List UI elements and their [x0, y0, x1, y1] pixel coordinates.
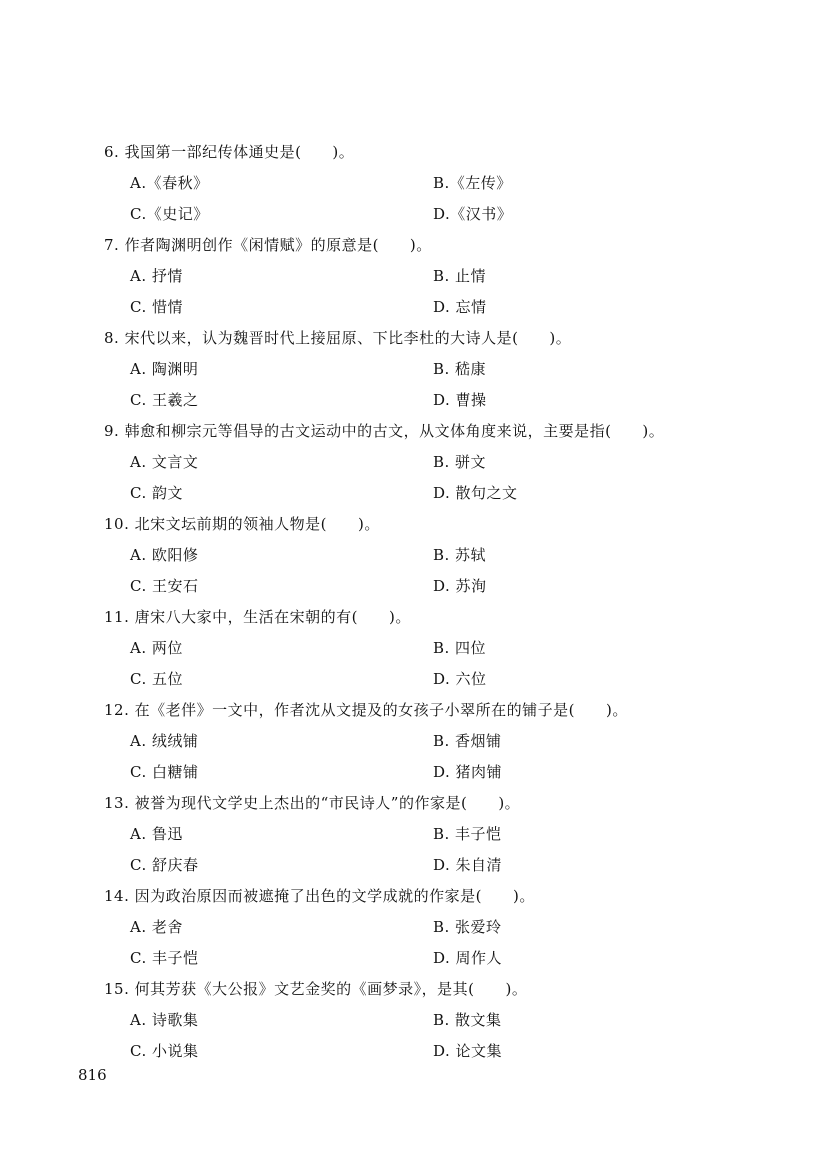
option-12-c: C. 白糖铺	[130, 763, 199, 781]
option-8-b: B. 嵇康	[433, 360, 487, 378]
question-15: 15. 何其芳获《大公报》文艺金奖的《画梦录》，是其( )。	[104, 980, 528, 998]
option-12-d: D. 猪肉铺	[433, 763, 503, 781]
option-7-a: A. 抒情	[130, 267, 183, 285]
option-8-c: C. 王羲之	[130, 391, 199, 409]
option-12-b: B. 香烟铺	[433, 732, 502, 750]
option-10-a: A. 欧阳修	[130, 546, 199, 564]
option-13-b: B. 丰子恺	[433, 825, 502, 843]
question-8: 8. 宋代以来，认为魏晋时代上接屈原、下比李杜的大诗人是( )。	[104, 329, 572, 347]
question-9: 9. 韩愈和柳宗元等倡导的古文运动中的古文，从文体角度来说，主要是指( )。	[104, 422, 665, 440]
option-10-d: D. 苏洵	[433, 577, 487, 595]
option-8-d: D. 曹操	[433, 391, 487, 409]
page-number: 816	[78, 1066, 107, 1084]
option-6-d: D.《汉书》	[433, 205, 513, 223]
option-13-c: C. 舒庆春	[130, 856, 199, 874]
option-6-c: C.《史记》	[130, 205, 209, 223]
option-10-c: C. 王安石	[130, 577, 199, 595]
option-13-d: D. 朱自清	[433, 856, 503, 874]
option-10-b: B. 苏轼	[433, 546, 487, 564]
option-7-c: C. 惜情	[130, 298, 183, 316]
option-6-b: B.《左传》	[433, 174, 512, 192]
question-13: 13. 被誉为现代文学史上杰出的“市民诗人”的作家是( )。	[104, 794, 521, 812]
option-14-a: A. 老舍	[130, 918, 183, 936]
question-7: 7. 作者陶渊明创作《闲情赋》的原意是( )。	[104, 236, 432, 254]
question-6: 6. 我国第一部纪传体通史是( )。	[104, 143, 355, 161]
option-9-c: C. 韵文	[130, 484, 183, 502]
option-11-a: A. 两位	[130, 639, 183, 657]
option-13-a: A. 鲁迅	[130, 825, 183, 843]
option-11-c: C. 五位	[130, 670, 183, 688]
option-15-b: B. 散文集	[433, 1011, 502, 1029]
question-11: 11. 唐宋八大家中，生活在宋朝的有( )。	[104, 608, 411, 626]
option-8-a: A. 陶渊明	[130, 360, 199, 378]
option-11-b: B. 四位	[433, 639, 487, 657]
option-9-d: D. 散句之文	[433, 484, 518, 502]
option-15-d: D. 论文集	[433, 1042, 503, 1060]
option-14-b: B. 张爱玲	[433, 918, 502, 936]
option-6-a: A.《春秋》	[130, 174, 209, 192]
option-7-b: B. 止情	[433, 267, 487, 285]
option-9-a: A. 文言文	[130, 453, 199, 471]
option-7-d: D. 忘情	[433, 298, 487, 316]
option-15-c: C. 小说集	[130, 1042, 199, 1060]
question-14: 14. 因为政治原因而被遮掩了出色的文学成就的作家是( )。	[104, 887, 535, 905]
question-12: 12. 在《老伴》一文中，作者沈从文提及的女孩子小翠所在的铺子是( )。	[104, 701, 628, 719]
option-11-d: D. 六位	[433, 670, 487, 688]
option-9-b: B. 骈文	[433, 453, 487, 471]
option-14-d: D. 周作人	[433, 949, 503, 967]
question-10: 10. 北宋文坛前期的领袖人物是( )。	[104, 515, 380, 533]
option-12-a: A. 绒绒铺	[130, 732, 199, 750]
option-15-a: A. 诗歌集	[130, 1011, 199, 1029]
option-14-c: C. 丰子恺	[130, 949, 199, 967]
